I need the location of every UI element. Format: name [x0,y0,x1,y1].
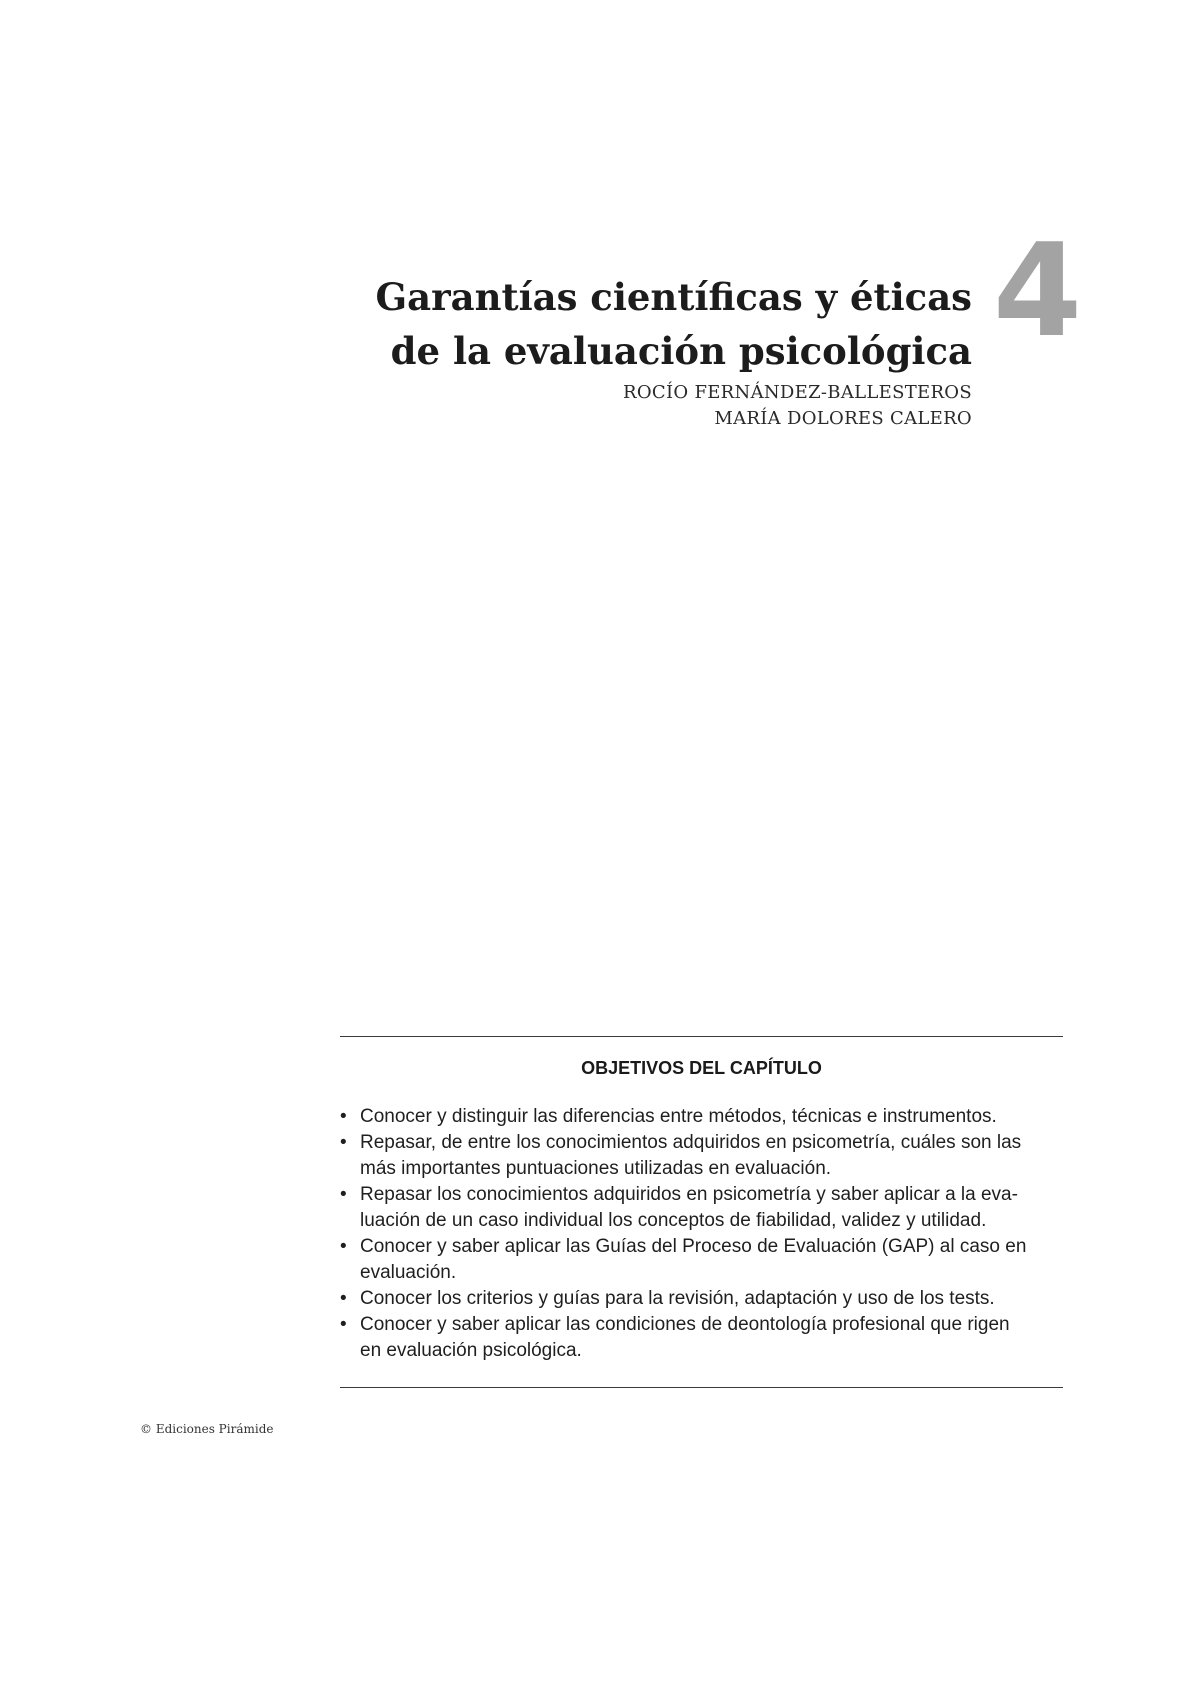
author-2: MARÍA DOLORES CALERO [714,408,972,429]
bullet-icon: • [340,1132,347,1153]
bullet-icon: • [340,1184,347,1205]
objective-text: Repasar, de entre los conocimientos adquiridos en psicometría, cuáles son las [360,1132,1022,1153]
objective-text: Conocer y saber aplicar las condiciones de deontología profesional que rigen [360,1314,1010,1335]
author-1: ROCÍO FERNÁNDEZ-BALLESTEROS [622,382,972,403]
objective-text: luación de un caso individual los conceptos de fiabilidad, validez y utilidad. [360,1210,987,1231]
list-item [340,1286,1063,1312]
objectives-list [340,1104,1063,1364]
chapter-authors [623,380,972,432]
list-item [340,1104,1063,1130]
objective-text: en evaluación psicológica. [360,1340,582,1361]
chapter-number: 4 [993,217,1083,366]
bullet-icon: • [340,1288,347,1309]
list-item [340,1312,1063,1364]
objectives-top-rule [340,1036,1063,1037]
chapter-title-line-1: Garantías científicas y éticas [375,275,972,319]
bullet-icon: • [340,1236,347,1257]
objective-text: más importantes puntuaciones utilizadas en evaluación. [360,1158,832,1179]
chapter-title [376,270,972,378]
list-item [340,1182,1063,1234]
bullet-icon: • [340,1106,347,1127]
objective-text: Conocer y saber aplicar las Guías del Proceso de Evaluación (GAP) al caso en [360,1236,1027,1257]
objectives-heading: OBJETIVOS DEL CAPÍTULO [581,1058,822,1078]
copyright-footer: © Ediciones Pirámide [140,1422,274,1436]
list-item [340,1130,1063,1182]
bullet-icon: • [340,1314,347,1335]
chapter-title-line-2: de la evaluación psicológica [390,329,972,373]
objective-text: Conocer y distinguir las diferencias entre métodos, técnicas e instrumentos. [360,1106,997,1127]
objectives-bottom-rule [340,1387,1063,1388]
objective-text: evaluación. [360,1262,457,1283]
list-item [340,1234,1063,1286]
objective-text: Repasar los conocimientos adquiridos en psicometría y saber aplicar a la eva- [360,1184,1018,1205]
objective-text: Conocer los criterios y guías para la revisión, adaptación y uso de los tests. [360,1288,995,1309]
